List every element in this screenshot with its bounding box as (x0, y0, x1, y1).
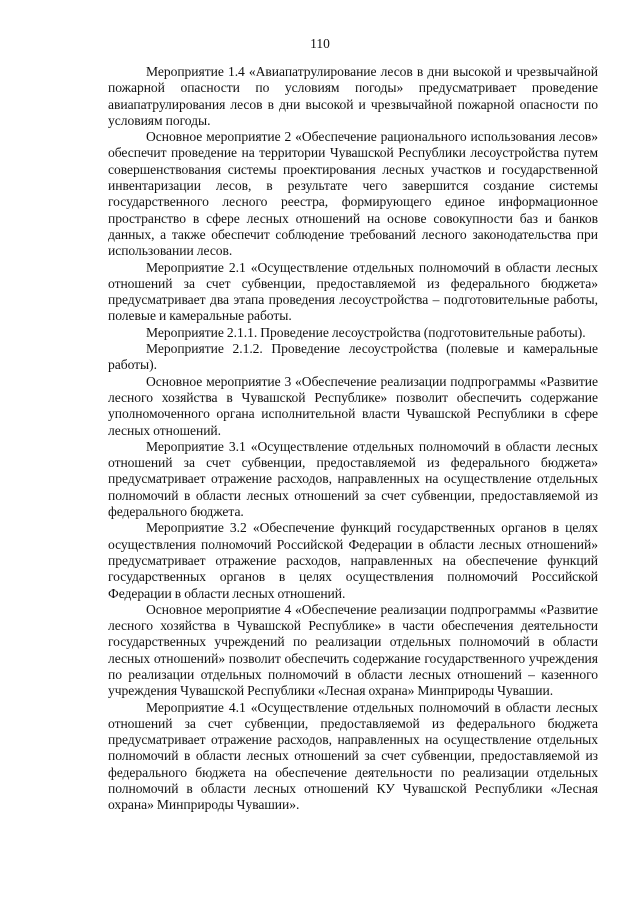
page-number: 110 (310, 36, 330, 51)
paragraph-measure-2-1: Мероприятие 2.1 «Осуществление отдельных полномочий в области лесных отношений за счет субвенции, предоставляемой из федерального бюджета» предусматривает два этапа проведения лесоустройства – подготовительные работы, полевые и камеральные работы. (108, 259, 598, 324)
document-body (108, 64, 598, 814)
paragraph-measure-3-1: Мероприятие 3.1 «Осуществление отдельных полномочий в области лесных отношений за счет субвенции, предоставляемой из федерального бюджета» предусматривает отражение расходов, направленных на осуществление отдельных полномочий в области лесных отношений за счет субвенции, предоставляемой из федерального бюджета. (108, 438, 598, 520)
paragraph-main-measure-2: Основное мероприятие 2 «Обеспечение рационального использования лесов» обеспечит проведение на территории Чувашской Республики лесоустройства путем совершенствования системы проектирования лесных участков и государственной инвентаризации лесов, в результате чего завершится создание системы государственного лесного реестра, формирующего единое информационное пространство в сфере лесных отношений на основе совокупности баз и банков данных, а также обеспечит соблюдение требований лесного законодательства при использовании лесов. (108, 129, 598, 259)
paragraph-main-measure-3: Основное мероприятие 3 «Обеспечение реализации подпрограммы «Развитие лесного хозяйства в Чувашской Республике» позволит обеспечить содержание уполномоченного органа исполнительной власти Чувашской Республики в сфере лесных отношений. (108, 373, 598, 438)
paragraph-measure-2-1-2: Мероприятие 2.1.2. Проведение лесоустройства (полевые и камеральные работы). (108, 341, 598, 373)
paragraph-measure-3-2: Мероприятие 3.2 «Обеспечение функций государственных органов в целях осуществления полномочий Российской Федерации в области лесных отношений» предусматривает отражение расходов, направленных на обеспечение функций государственных органов в целях осуществления полномочий Российской Федерации в области лесных отношений. (108, 520, 598, 601)
paragraph-measure-2-1-1: Мероприятие 2.1.1. Проведение лесоустройства (подготовительные работы). (146, 324, 586, 340)
paragraph-measure-4-1: Мероприятие 4.1 «Осуществление отдельных полномочий в области лесных отношений за счет субвенции, предоставляемой из федерального бюджета предусматривает отражение расходов, направленных на осуществление отдельных полномочий в области лесных отношений за счет субвенции, предоставляемой из федерального бюджета на обеспечение деятельности по реализации отдельных полномочий в области лесных отношений КУ Чувашской Республики «Лесная охрана» Минприроды Чувашии». (108, 699, 598, 813)
paragraph-main-measure-4: Основное мероприятие 4 «Обеспечение реализации подпрограммы «Развитие лесного хозяйства в Чувашской Республике» в части обеспечения деятельности государственных учреждений по реализации отдельных полномочий в области лесных отношений» позволит обеспечить содержание государственного учреждения по реализации отдельных полномочий в области лесных отношений – казенного учреждения Чувашской Республики «Лесная охрана» Минприроды Чувашии. (108, 601, 598, 699)
paragraph-measure-1-4: Мероприятие 1.4 «Авиапатрулирование лесов в дни высокой и чрезвычайной пожарной опасности по условиям погоды» предусматривает проведение авиапатрулирования лесов в дни высокой и чрезвычайной пожарной опасности по условиям погоды. (108, 64, 598, 128)
